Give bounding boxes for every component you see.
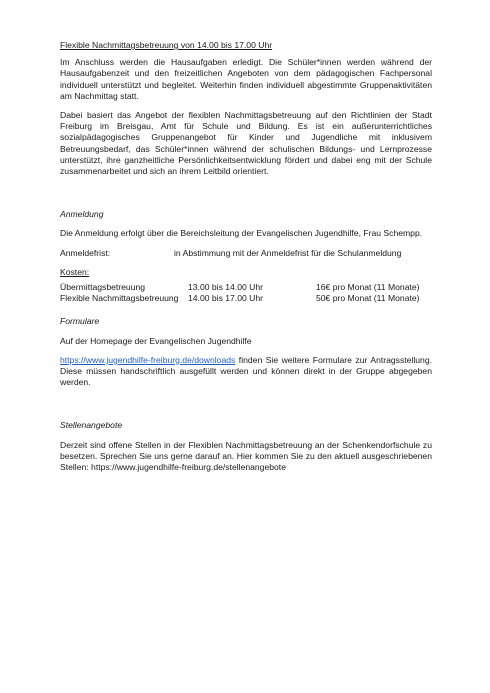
document-page — [60, 40, 432, 481]
deadline-label: Anmeldefrist: — [60, 247, 111, 258]
costs-title: Kosten: — [60, 266, 90, 277]
cost-row — [60, 282, 432, 293]
forms-paragraph — [60, 355, 432, 389]
costs-table — [60, 282, 432, 304]
jobs-text: Derzeit sind offene Stellen in der Flexiblen Nachmittagsbetreuung an der Schenkendorfschule zu besetzen. Sprechen Sie uns gerne darauf an. Hier kommen Sie zu den aktuell ausgeschriebenen Stellen: https://www.jugendhilfe-freiburg.de/stellenangebote — [60, 439, 432, 473]
page-heading: Flexible Nachmittagsbetreuung von 14.00 bis 17.00 Uhr — [60, 40, 273, 50]
forms-title: Formulare — [60, 316, 100, 327]
forms-after-link: finden Sie weitere Formulare zur Antragsstellung. Diese müssen handschriftlich ausgefüllt werden und können direkt in der Gruppe abgegeben werden. — [60, 354, 432, 388]
deadline-row — [60, 248, 432, 259]
registration-title: Anmeldung — [60, 209, 104, 220]
downloads-link[interactable]: https://www.jugendhilfe-freiburg.de/downloads — [60, 354, 236, 365]
cost-time: 14.00 bis 17.00 Uhr — [188, 293, 264, 304]
forms-intro: Auf der Homepage der Evangelischen Jugendhilfe — [60, 335, 252, 346]
basis-paragraph: Dabei basiert das Angebot der flexiblen Nachmittagsbetreuung auf den Richtlinien der Stadt Freiburg im Breisgau, Amt für Schule und Bildung. Es ist ein außerunterrichtliches sozialpädagogisches Gruppenangebot für Kinder und Jugendliche mit inklusivem Betreuungsbedarf, das Schüler*innen während der schulischen Bildungs- und Lernprozesse unterstützt, ihre ganzheitliche Persönlichkeitsentwicklung fördert und dabei eng mit der Schule zusammenarbeitet und sich an ihrem Leitbild orientiert. — [60, 110, 432, 177]
registration-text: Die Anmeldung erfolgt über die Bereichsleitung der Evangelischen Jugendhilfe, Frau Schempp. — [60, 228, 423, 239]
jobs-title: Stellenangebote — [60, 420, 123, 431]
cost-price: 16€ pro Monat (11 Monate) — [316, 282, 420, 293]
deadline-value: in Abstimmung mit der Anmeldefrist für die Schulanmeldung — [174, 247, 402, 258]
intro-paragraph: Im Anschluss werden die Hausaufgaben erledigt. Die Schüler*innen werden während der Hausaufgabenzeit und den freizeitlichen Angeboten von dem pädagogischen Fachpersonal individuell unterstützt und begleitet. Weiterhin finden individuell abgestimmte Gruppenaktivitäten am Nachmittag statt. — [60, 57, 432, 101]
cost-name: Übermittagsbetreuung — [60, 282, 146, 293]
spacer — [60, 396, 432, 420]
cost-time: 13.00 bis 14.00 Uhr — [188, 282, 264, 293]
spacer — [60, 304, 432, 316]
cost-price: 50€ pro Monat (11 Monate) — [316, 293, 420, 304]
cost-name: Flexible Nachmittagsbetreuung — [60, 293, 179, 304]
spacer — [60, 185, 432, 209]
cost-row — [60, 293, 432, 304]
